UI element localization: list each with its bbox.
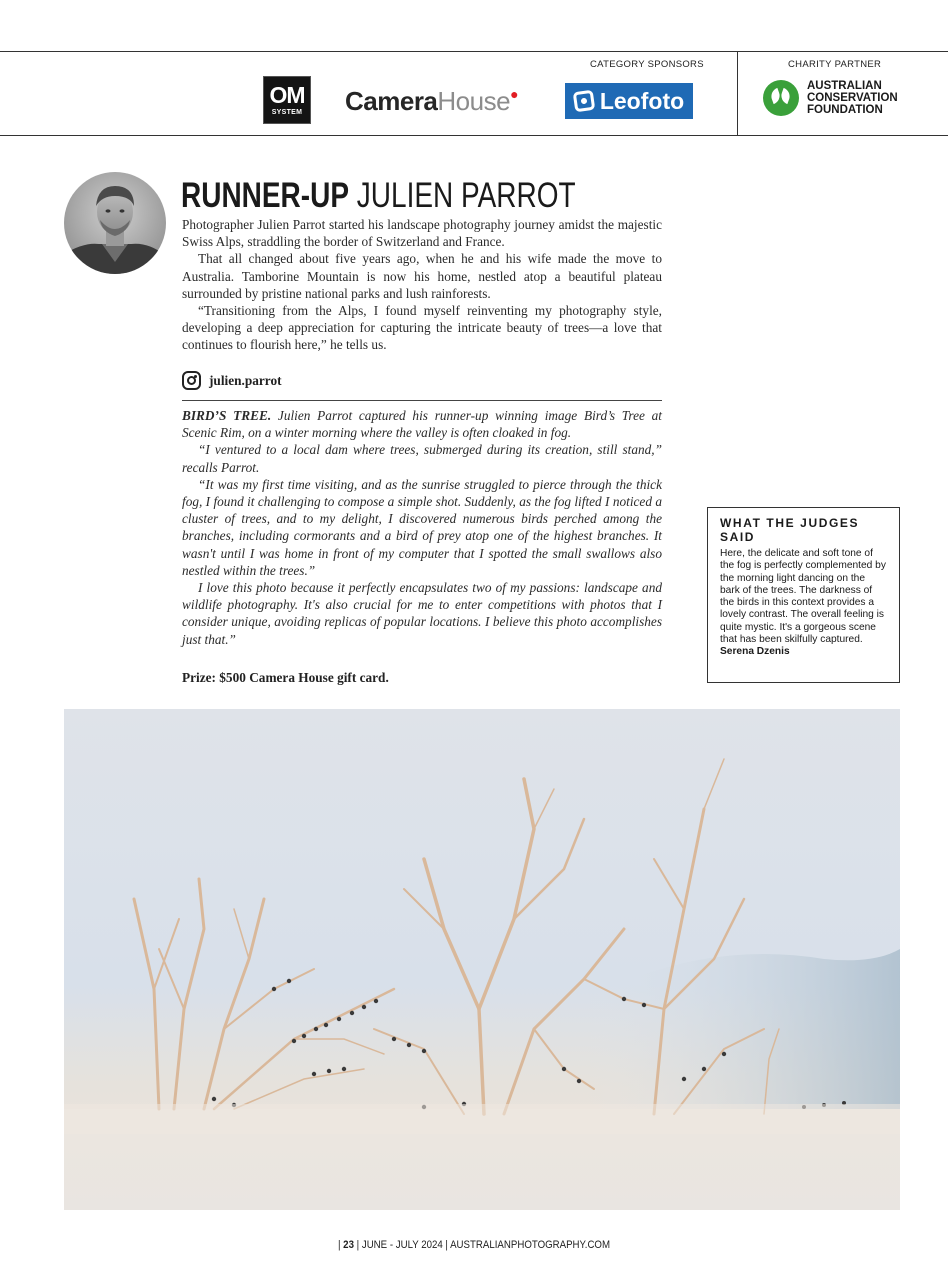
intro-paragraph-3: “Transitioning from the Alps, I found myself reinventing my photography style, developing a deep appreciation for capturing the intricate beauty of trees—a love that continues to flourish here,” he tells us.	[182, 303, 662, 353]
award-label: RUNNER-UP	[181, 176, 349, 215]
om-logo-subtext: SYSTEM	[271, 109, 303, 116]
camera-house-logo-part1: Camera	[345, 86, 438, 116]
acf-leaf-icon	[763, 80, 799, 116]
caption-paragraph-1-text: Julien Parrot captured his runner-up winning image Bird’s Tree at Scenic Rim, on a winter morning where the valley is often cloaked in fog.	[182, 408, 662, 441]
page-number: 23	[343, 1239, 354, 1251]
judges-comment: Here, the delicate and soft tone of the fog is perfectly complemented by the morning light dancing on the bark of the trees. The darkness of the birds in this context provides a lovely contrast. The overall feeling is quite mystic. It's a gorgeous scene that has been skilfully captured.	[720, 548, 886, 646]
leofoto-icon	[573, 90, 596, 113]
leofoto-logo	[565, 83, 693, 119]
portrait-image	[64, 172, 166, 274]
caption-paragraph-3: “It was my first time visiting, and as the sunrise struggled to pierce through the thick fog, I found it challenging to compose a simple shot. Suddenly, as the fog lifted I noticed a cluster of trees, and to my delight, I discovered numerous birds perched among the branches, including cormorants and a bird of prey atop one of the highest branches. It wasn't until I was home in front of my computer that I spotted the small swallows also nestled within the trees.”	[182, 476, 662, 578]
instagram-icon	[182, 371, 201, 390]
om-logo-text: OM	[269, 82, 305, 108]
sponsor-divider	[737, 52, 738, 135]
photographer-portrait	[64, 172, 166, 274]
birds-tree-photo	[64, 709, 900, 1210]
photo-caption	[182, 407, 662, 648]
leofoto-logo-text: Leofoto	[599, 87, 685, 114]
page-title	[181, 176, 576, 216]
camera-house-logo	[345, 86, 518, 117]
sponsor-bar	[0, 51, 948, 136]
prize-text: Prize: $500 Camera House gift card.	[182, 670, 389, 685]
acf-logo-text	[807, 80, 898, 116]
judges-text	[720, 548, 887, 659]
charity-partner-label: CHARITY PARTNER	[788, 59, 882, 70]
camera-house-logo-part2: House	[437, 86, 511, 116]
footer-issue: | JUNE - JULY 2024 | AUSTRALIANPHOTOGRAPHY.COM	[353, 1239, 611, 1251]
caption-paragraph-4: I love this photo because it perfectly encapsulates two of my passions: landscape and wildlife photography. It's also crucial for me to enter competitions with photos that I consider unique, avoiding replicas of popular locations. I believe this photo accomplishes just that.”	[182, 580, 662, 647]
instagram-handle: julien.parrot	[209, 373, 282, 388]
intro-text	[182, 216, 662, 354]
om-system-logo	[263, 76, 311, 124]
intro-paragraph-1: Photographer Julien Parrot started his landscape photography journey amidst the majestic Swiss Alps, straddling the border of Switzerland and France.	[182, 217, 662, 250]
judges-title: WHAT THE JUDGES SAID	[720, 516, 860, 544]
instagram-row	[182, 370, 662, 401]
page-footer	[57, 1239, 891, 1251]
acf-line-2: CONSERVATION	[807, 92, 898, 104]
intro-paragraph-2: That all changed about five years ago, when he and his wife made the move to Australia. Tamborine Mountain is now his home, nestled atop a beautiful plateau surrounded by pristine national parks and lush rainforests.	[182, 251, 662, 301]
caption-paragraph-1	[182, 407, 662, 441]
caption-paragraph-2: “I ventured to a local dam where trees, submerged during its creation, still stand,” recalls Parrot.	[182, 442, 662, 475]
caption-title: BIRD’S TREE.	[182, 408, 272, 423]
foggy-trees-image	[64, 709, 900, 1210]
category-sponsors-label: CATEGORY SPONSORS	[590, 59, 704, 70]
judge-name: Serena Dzenis	[720, 646, 790, 658]
footer-separator: |	[337, 1239, 344, 1251]
acf-line-3: FOUNDATION	[807, 104, 883, 116]
acf-line-1: AUSTRALIAN	[807, 80, 882, 92]
acf-logo	[763, 80, 898, 116]
judges-box	[707, 507, 900, 683]
camera-house-dot-icon: ●	[510, 86, 519, 102]
photographer-name: JULIEN PARROT	[356, 176, 576, 215]
